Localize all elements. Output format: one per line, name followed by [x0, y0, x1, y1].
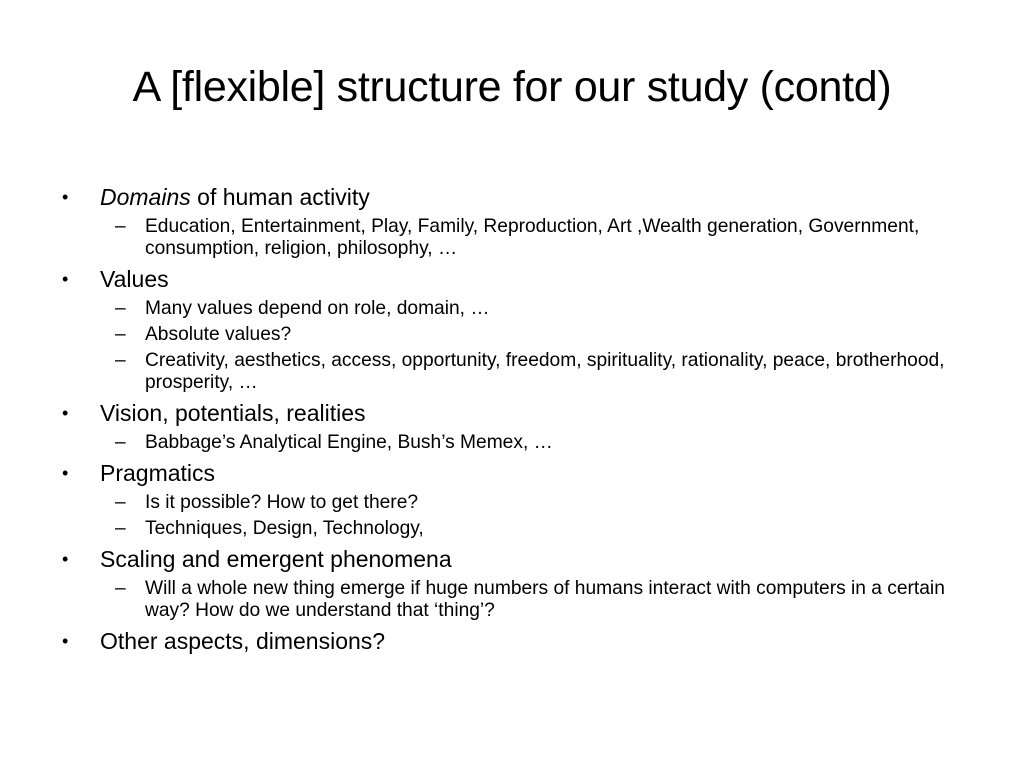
bullet-icon: •	[62, 269, 69, 289]
bullet-icon: •	[62, 403, 69, 423]
dash-icon: –	[115, 216, 126, 237]
sub-item	[60, 350, 980, 394]
bullet-item-values	[60, 264, 980, 294]
dash-icon: –	[115, 350, 126, 371]
bullet-item-scaling	[60, 544, 980, 574]
dash-icon: –	[115, 492, 126, 513]
sub-item-text: Creativity, aesthetics, access, opportunity, freedom, spirituality, rationality, peace, brotherhood, prosperity, …	[145, 350, 945, 393]
dash-icon: –	[115, 298, 126, 319]
bullet-item-vision	[60, 398, 980, 428]
slide-title: A [flexible] structure for our study (contd)	[132, 63, 892, 111]
bullet-label-italic: Domains	[100, 184, 191, 210]
sub-item	[60, 492, 980, 514]
sub-item-text: Babbage’s Analytical Engine, Bush’s Memex, …	[145, 432, 553, 453]
bullet-list	[60, 178, 980, 656]
sub-item-text: Absolute values?	[145, 324, 292, 345]
dash-icon: –	[115, 578, 126, 599]
dash-icon: –	[115, 518, 126, 539]
sub-item-text: Is it possible? How to get there?	[145, 492, 419, 513]
bullet-label: Pragmatics	[100, 460, 216, 486]
sub-item-text: Will a whole new thing emerge if huge numbers of humans interact with computers in a certain way? How do we understand that ‘thing’?	[145, 578, 945, 621]
bullet-item-other	[60, 626, 980, 656]
sub-item	[60, 324, 980, 346]
bullet-label: Other aspects, dimensions?	[100, 628, 386, 654]
bullet-icon: •	[62, 631, 69, 651]
sub-item	[60, 216, 980, 260]
bullet-icon: •	[62, 463, 69, 483]
sub-item-text: Education, Entertainment, Play, Family, Reproduction, Art ,Wealth generation, Government, consumption, religion, philosophy, …	[145, 216, 920, 259]
bullet-icon: •	[62, 187, 69, 207]
bullet-item-pragmatics	[60, 458, 980, 488]
bullet-label: Values	[100, 266, 169, 292]
bullet-label: Vision, potentials, realities	[100, 400, 366, 426]
sub-item	[60, 578, 980, 622]
sub-item-text: Many values depend on role, domain, …	[145, 298, 490, 319]
bullet-label: of human activity	[190, 184, 370, 210]
sub-item	[60, 518, 980, 540]
bullet-label: Scaling and emergent phenomena	[100, 546, 452, 572]
dash-icon: –	[115, 432, 126, 453]
sub-item	[60, 298, 980, 320]
sub-item	[60, 432, 980, 454]
bullet-icon: •	[62, 549, 69, 569]
sub-item-text: Techniques, Design, Technology,	[145, 518, 424, 539]
dash-icon: –	[115, 324, 126, 345]
bullet-item-domains	[60, 182, 980, 212]
